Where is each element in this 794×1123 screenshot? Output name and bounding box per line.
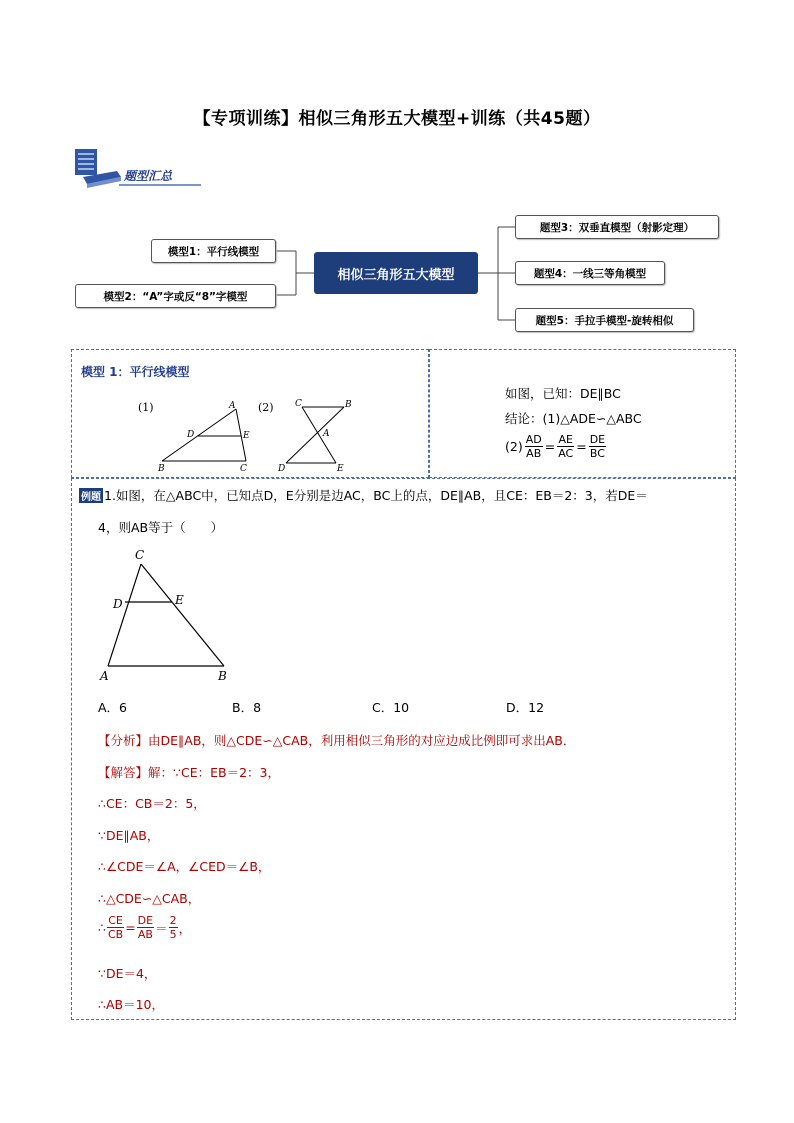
solution-step-5: ∵DE＝4，: [98, 966, 157, 981]
question-line-1: [79, 486, 648, 504]
model1-given: 如图，已知：DE∥BC: [505, 386, 621, 401]
analysis-text: 由DE∥AB，则△CDE∽△CAB，利用相似三角形的对应边成比例即可求出AB．: [148, 733, 576, 748]
fig2-point-a: A: [323, 429, 330, 439]
fig1-point-c: C: [240, 464, 247, 474]
fraction-ae-ac: [557, 433, 574, 460]
frac-suffix: ，: [178, 920, 192, 936]
frac-den: AC: [558, 447, 574, 460]
frac-num: AE: [558, 433, 573, 446]
frac-den: BC: [589, 447, 605, 460]
fig2-point-c: C: [295, 399, 302, 409]
fig1-point-e: E: [243, 431, 250, 441]
frac-den: AB: [137, 928, 153, 941]
fig-point-e: E: [175, 593, 184, 607]
option-d: D．12: [506, 700, 545, 715]
fig2-point-e: E: [337, 464, 344, 474]
question-text-1: 1.如图，在△ABC中，已知点D，E分别是边AC，BC上的点，DE∥AB，且CE：EB＝2：3，若DE＝: [104, 488, 648, 503]
frac-prefix: ∴: [98, 920, 106, 935]
fig-point-c: C: [135, 548, 145, 562]
equals-sign: =: [125, 920, 136, 935]
model1-conclusion-2: [505, 433, 606, 460]
model1-title: 模型 1：平行线模型: [81, 365, 190, 379]
fraction-ad-ab: [525, 433, 543, 460]
frac-den: CB: [107, 928, 124, 941]
solution-fraction-step: [98, 914, 191, 941]
fig-point-b: B: [218, 669, 227, 683]
fraction-ce-cb: [107, 914, 124, 941]
equals-sign: =: [576, 439, 587, 454]
frac-num: 2: [169, 914, 177, 927]
fig-point-d: D: [113, 597, 123, 611]
fig1-label: (1): [138, 401, 154, 414]
fraction-de-ab: [137, 914, 154, 941]
question-line-2: 4，则AB等于（ ）: [98, 520, 224, 535]
analysis-tag: 【分析】: [98, 733, 149, 748]
frac-den: 5: [169, 928, 177, 941]
solution-line: [98, 763, 280, 781]
example-badge: 例题: [79, 488, 103, 503]
mindmap-center: 相似三角形五大模型: [314, 252, 478, 294]
equals-sign: =: [544, 439, 556, 454]
model1-figures: [130, 395, 370, 475]
page-title: 【专项训练】相似三角形五大模型+训练（共45题）: [193, 109, 601, 129]
frac-num: DE: [589, 433, 606, 446]
mindmap-node-model2: 模型2：“A”字或反“8”字模型: [75, 284, 276, 308]
solution-tag: 【解答】: [98, 765, 149, 780]
option-c: C．10: [372, 700, 410, 715]
fraction-2-5: [169, 914, 178, 941]
model1-conclusion-1: 结论：(1)△ADE∽△ABC: [505, 411, 642, 426]
fig2-label: (2): [258, 401, 274, 414]
frac-num: AD: [525, 433, 542, 446]
fig2-point-d: D: [278, 464, 286, 474]
fig2-point-b: B: [345, 400, 352, 410]
fig1-point-d: D: [187, 430, 195, 440]
solution-first-step: 解：∵CE：EB＝2：3，: [148, 765, 280, 780]
section-label: 题型汇总: [124, 169, 173, 183]
mindmap-node-type4: 题型4：一线三等角模型: [515, 261, 665, 285]
mindmap-node-type5: 题型5：手拉手模型-旋转相似: [515, 308, 694, 332]
frac-num: CE: [108, 914, 123, 927]
example-triangle-figure: [95, 545, 245, 685]
solution-step-6: ∴AB＝10，: [98, 997, 164, 1012]
frac-num: DE: [137, 914, 154, 927]
option-b: B．8: [232, 700, 262, 715]
analysis-line: [98, 731, 575, 749]
fraction-de-bc: [589, 433, 606, 460]
solution-step-3: ∴∠CDE＝∠A，∠CED＝∠B，: [98, 859, 271, 874]
frac-den: AB: [526, 447, 542, 460]
solution-step-4: ∴△CDE∽△CAB，: [98, 891, 201, 906]
conclusion2-prefix: (2): [505, 439, 523, 454]
option-a: A．6: [98, 700, 128, 715]
solution-step-1: ∴CE：CB＝2：5，: [98, 796, 206, 811]
fig-point-a: A: [100, 669, 109, 683]
mindmap-node-model1: 模型1：平行线模型: [151, 239, 276, 263]
fig1-point-a: A: [229, 401, 236, 411]
mindmap-node-type3: 题型3：双垂直模型（射影定理）: [515, 215, 719, 239]
fig1-point-b: B: [158, 464, 165, 474]
solution-step-2: ∵DE∥AB，: [98, 828, 160, 843]
equals-sign: ＝: [155, 920, 168, 936]
